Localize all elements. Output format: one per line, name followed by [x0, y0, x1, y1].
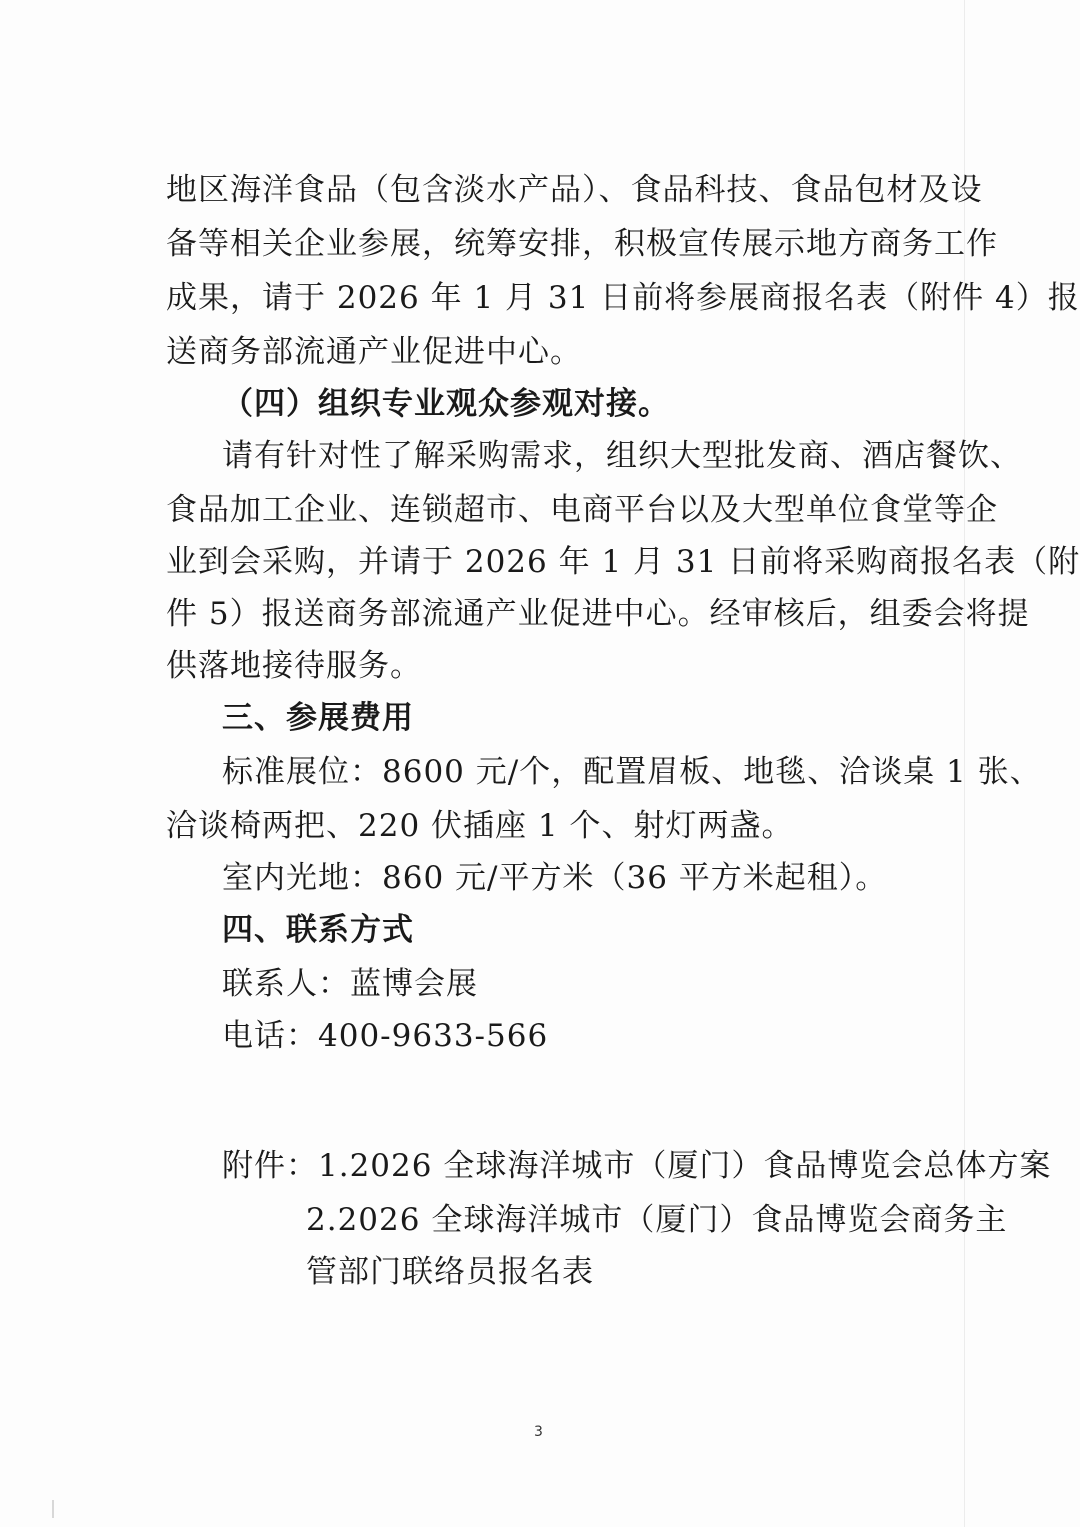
page-number: 3 [534, 1424, 543, 1440]
contact-phone: 电话：400-9633-566 [222, 1018, 549, 1054]
body-line-2: 备等相关企业参展，统筹安排，积极宣传展示地方商务工作 [166, 226, 998, 262]
body-line-7: 食品加工企业、连锁超市、电商平台以及大型单位食堂等企 [166, 492, 998, 528]
section-heading-fees: 三、参展费用 [222, 700, 414, 736]
attachment-line-2: 2.2026 全球海洋城市（厦门）食品博览会商务主 [306, 1202, 1008, 1238]
section-heading-4: （四）组织专业观众参观对接。 [222, 386, 670, 422]
body-line-8: 业到会采购，并请于 2026 年 1 月 31 日前将采购商报名表（附 [166, 544, 1080, 580]
fee-line-2: 洽谈椅两把、220 伏插座 1 个、射灯两盏。 [166, 808, 794, 844]
body-line-6: 请有针对性了解采购需求，组织大型批发商、酒店餐饮、 [222, 438, 1022, 474]
body-line-3: 成果，请于 2026 年 1 月 31 日前将参展商报名表（附件 4）报 [166, 280, 1080, 316]
contact-person: 联系人：蓝博会展 [222, 966, 478, 1002]
body-line-10: 供落地接待服务。 [166, 648, 422, 684]
body-line-4: 送商务部流通产业促进中心。 [166, 334, 582, 370]
fee-line-3: 室内光地：860 元/平方米（36 平方米起租）。 [222, 860, 888, 896]
body-line-9: 件 5）报送商务部流通产业促进中心。经审核后，组委会将提 [166, 596, 1030, 632]
section-heading-contact: 四、联系方式 [222, 912, 414, 948]
scan-mark [52, 1500, 54, 1518]
attachment-line-3: 管部门联络员报名表 [306, 1254, 594, 1290]
attachment-line-1: 附件：1.2026 全球海洋城市（厦门）食品博览会总体方案 [222, 1148, 1052, 1184]
fee-line-1: 标准展位：8600 元/个，配置眉板、地毯、洽谈桌 1 张、 [222, 754, 1042, 790]
body-line-1: 地区海洋食品（包含淡水产品）、食品科技、食品包材及设 [166, 172, 983, 208]
